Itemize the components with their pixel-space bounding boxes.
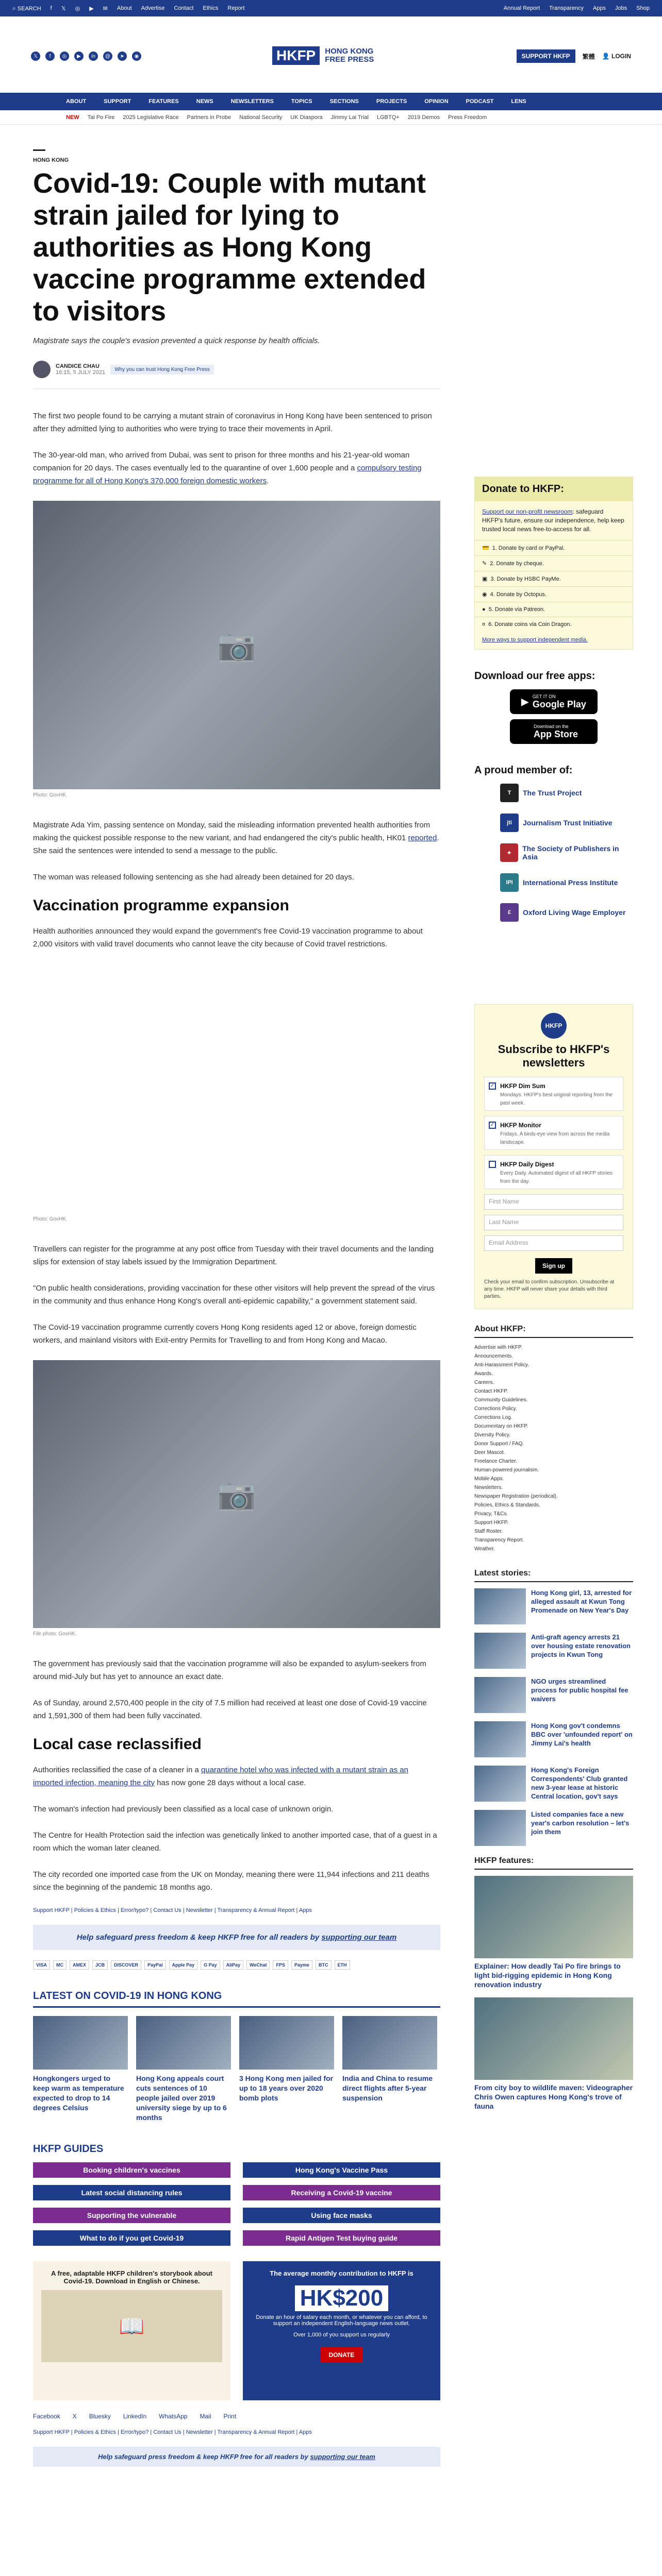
story-title: Hong Kong gov't condemns BBC over 'unfounded report' on Jimmy Lai's health [531,1722,633,1747]
search-link[interactable]: ⌕ SEARCH [12,4,41,12]
nav-item[interactable]: SECTIONS [329,98,359,105]
guide-button[interactable]: Latest social distancing rules [33,2185,230,2200]
payment-logo: Apple Pay [169,1960,198,1970]
share-facebook[interactable]: Facebook [33,2413,60,2420]
photo-caption: Photo: GovHK. [33,792,68,798]
member-heading: A proud member of: [474,765,573,776]
site-header [0,16,662,78]
support-links[interactable]: Support HKFP | Policies & Ethics | Error/typo? | Contact Us | Newsletter | Transparency & Annual Report | Apps [33,2429,312,2435]
newsletter-option[interactable]: HKFP Daily Digest Every Daily. Automated digest of all HKFP stories from the day. [484,1155,623,1189]
instagram-icon[interactable]: ◎ [60,52,69,61]
checkbox-checked-icon[interactable]: ✓ [489,1082,496,1090]
about-link[interactable]: Newspaper Registration (periodical). [474,1494,558,1499]
threads-icon[interactable]: @ [103,52,112,61]
story-title: NGO urges streamlined process for public hospital fee waivers [531,1677,628,1703]
story-thumbnail [474,1633,526,1669]
checkbox-icon[interactable] [489,1161,496,1168]
email-input[interactable]: Email Address [484,1235,623,1251]
latest-covid-list [33,2016,440,2123]
story-thumbnail [33,2016,128,2070]
story-thumbnail [474,1677,526,1713]
about-box [474,1325,633,1553]
feature-title: Explainer: How deadly Tai Po fire brings to light bid-rigging epidemic in Hong Kong renovation industry [474,1962,621,1989]
trending-link[interactable]: 2019 Demos [407,114,440,121]
story-item[interactable] [474,1810,633,1846]
main-nav [0,93,662,110]
story-item[interactable] [474,1677,633,1713]
feature-title: From city boy to wildlife maven: Videographer Chris Owen captures Hong Kong's trove of fauna [474,2083,633,2110]
guide-button[interactable]: Hong Kong's Vaccine Pass [243,2162,440,2178]
guide-button[interactable]: Booking children's vaccines [33,2162,230,2178]
more-ways-link[interactable]: More ways to support independent media. [482,637,588,643]
payment-methods [33,1960,440,1970]
checkbox-checked-icon[interactable]: ✓ [489,1122,496,1129]
inline-link[interactable]: reported [408,834,437,842]
member-logo[interactable]: T The Trust Project [500,784,633,802]
share-linkedin[interactable]: LinkedIn [123,2413,147,2420]
about-link[interactable]: Careers. [474,1380,494,1385]
donation-promo [243,2261,440,2400]
member-logo[interactable]: ✦ The Society of Publishers in Asia [500,843,633,862]
guide-button[interactable]: Receiving a Covid-19 vaccine [243,2185,440,2200]
donate-option[interactable]: ● 5. Donate via Patreon. [475,602,633,617]
about-link[interactable]: About [117,5,132,11]
donate-option[interactable]: ¤ 6. Donate coins via Coin Dragon. [475,617,633,632]
story-item[interactable] [474,1721,633,1757]
about-link[interactable]: Corrections Log. [474,1415,512,1420]
author-name[interactable]: CANDICE CHAU [56,363,100,369]
about-link[interactable]: Corrections Policy. [474,1406,517,1412]
newsletter-option[interactable]: ✓ HKFP Monitor Fridays. A birds-eye view from across the media landscape. [484,1116,623,1150]
support-team-link[interactable]: supporting our team [321,1933,397,1942]
guide-button[interactable]: Supporting the vulnerable [33,2208,230,2223]
annual-report-link[interactable]: Annual Report [503,5,540,11]
donate-option[interactable]: ✎ 2. Donate by cheque. [475,555,633,571]
trending-link[interactable]: Press Freedom [448,114,487,121]
nav-item[interactable]: FEATURES [148,98,179,105]
octopus-icon: ◉ [482,591,487,598]
inline-link[interactable]: quarantine hotel who was infected with a mutant strain as an imported infection, meaning the city [33,1766,408,1787]
feature-image [474,1997,633,2080]
trending-link[interactable]: National Security [239,114,283,121]
paragraph: The city recorded one imported case from the UK on Monday, meaning there were 11,944 infections and 211 deaths since the beginning of the pandemic 18 months ago. [33,1870,429,1892]
promo-heading: The average monthly contribution to HKFP is [270,2269,413,2277]
logo-mark: HKFP [272,46,320,65]
feature-image [474,1876,633,1958]
nav-item[interactable]: SUPPORT [104,98,131,105]
logo-wordmark: HONG KONG FREE PRESS [325,47,374,64]
latest-stories-heading: Latest stories: [474,1569,633,1582]
payment-logo: PayPal [144,1960,166,1970]
jobs-link[interactable]: Jobs [615,5,627,11]
about-link[interactable]: Advertise with HKFP. [474,1345,523,1350]
about-link[interactable]: Documentary on HKFP. [474,1423,528,1429]
story-title: Anti-graft agency arrests 21 over housing estate renovation projects in Kwun Tong [531,1633,631,1658]
guide-button[interactable]: Using face masks [243,2208,440,2223]
signup-button[interactable]: Sign up [535,1258,572,1274]
x-icon[interactable]: 𝕏 [31,52,40,61]
apps-heading: Download our free apps: [474,670,595,682]
about-link[interactable]: Policies, Ethics & Standards. [474,1502,540,1508]
story-thumbnail [239,2016,334,2070]
photo-caption: Photo: GovHK. [33,1216,68,1222]
payment-logo: BTC [316,1960,332,1970]
newsletter-box [474,1004,633,1309]
about-link[interactable]: Anti-Harassment Policy. [474,1362,529,1368]
trending-link[interactable]: 2025 Legislative Race [123,114,179,121]
about-link[interactable]: Donor Support / FAQ. [474,1441,524,1447]
paragraph: The Covid-19 vaccination programme currently covers Hong Kong residents aged 12 or above, foreign domestic workers, and mainland visitors with Exit-entry Permits for Travelling to and from Hong Kong and Macao. [33,1323,417,1345]
nav-item[interactable]: PODCAST [466,98,494,105]
about-link[interactable]: Freelance Charter. [474,1459,517,1464]
about-heading: About HKFP: [474,1325,633,1338]
payment-logo: AMEX [70,1960,89,1970]
language-toggle[interactable]: 繁體 [582,53,595,60]
share-bluesky[interactable]: Bluesky [89,2413,111,2420]
share-x[interactable]: X [72,2413,77,2420]
about-link[interactable]: Privacy, T&Cs. [474,1511,508,1517]
story-thumbnail [474,1721,526,1757]
payment-logo: MC [53,1960,67,1970]
story-item[interactable] [474,1633,633,1669]
donate-option[interactable]: 💳 1. Donate by card or PayPal. [475,540,633,555]
x-icon[interactable]: 𝕏 [61,5,66,12]
donate-link[interactable]: Support our non-profit newsroom [482,508,573,515]
about-link[interactable]: Contact HKFP. [474,1388,508,1394]
member-logo[interactable]: jti Journalism Trust Initiative [500,814,633,832]
site-logo[interactable] [272,46,374,65]
publish-date: 16:15, 5 JULY 2021 [56,369,106,376]
login-link[interactable]: 👤 LOGIN [602,53,631,60]
promo-amount: HK$200 [295,2285,388,2311]
support-hkfp-button[interactable]: SUPPORT HKFP [517,49,575,63]
cheque-icon: ✎ [482,561,487,567]
play-icon: ▶ [521,696,528,707]
payment-logo: Payme [291,1960,312,1970]
about-link[interactable]: Staff Roster. [474,1529,503,1534]
about-link[interactable]: Announcements. [474,1353,514,1359]
story-thumbnail [474,1588,526,1624]
payment-logo: G Pay [201,1960,220,1970]
nav-item[interactable]: LENS [511,98,526,105]
contact-link[interactable]: Contact [174,5,194,11]
youtube-icon[interactable]: ▶ [89,5,94,12]
about-link[interactable]: Community Guidelines. [474,1397,528,1403]
nav-item[interactable]: PROJECTS [376,98,407,105]
payment-logo: DISCOVER [111,1960,141,1970]
payment-logo: WeChat [246,1960,270,1970]
newsletter-heading: Subscribe to HKFP's newsletters [498,1043,610,1069]
nav-item[interactable]: TOPICS [291,98,312,105]
trending-bar [0,110,662,125]
donate-heading: Donate to HKFP: [475,477,633,501]
guide-button[interactable]: What to do if you get Covid-19 [33,2230,230,2246]
card-icon: 💳 [482,545,489,551]
paragraph: "On public health considerations, providing vaccination for these other visitors will help prevent the spread of the virus in the community and thus enhance Hong Kong's overall anti-epidemic capability," a government statement said. [33,1284,435,1306]
paragraph: The woman's infection had previously been classified as a local case of unknown origin. [33,1805,334,1814]
article-photo [33,1360,440,1628]
guides-heading: HKFP GUIDES [33,2143,104,2155]
member-logo[interactable]: £ Oxford Living Wage Employer [500,903,633,922]
share-whatsapp[interactable]: WhatsApp [159,2413,188,2420]
about-link[interactable]: Support HKFP. [474,1520,508,1526]
newsletter-logo: HKFP [541,1013,567,1039]
footer-help-banner: Help safeguard press freedom & keep HKFP free for all readers by supporting our team [33,2447,440,2467]
story-card[interactable] [136,2016,231,2123]
byline [33,361,440,378]
features-heading: HKFP features: [474,1856,633,1870]
ethics-link[interactable]: Ethics [203,5,219,11]
about-link[interactable]: Diversity Policy. [474,1432,510,1438]
story-card[interactable] [239,2016,334,2123]
photo-icon: 📷 [217,1477,256,1512]
promo-text: Donate an hour of salary each month, or whatever you can afford, to support an independent English-language news outlet. [256,2314,427,2327]
google-play-button[interactable]: ▶ GET IT ON Google Play [510,689,598,714]
user-icon: 👤 [602,53,610,60]
share-print[interactable]: Print [223,2413,237,2420]
guide-button[interactable]: Rapid Antigen Test buying guide [243,2230,440,2246]
payme-icon: ▣ [482,576,488,582]
ad-space [33,964,440,1222]
shop-link[interactable]: Shop [636,5,650,11]
about-link[interactable]: Newsletters. [474,1485,503,1490]
member-logo[interactable]: IPI International Press Institute [500,873,633,892]
telegram-icon[interactable]: ➤ [118,52,127,61]
jti-icon: jti [500,814,519,832]
story-item[interactable] [474,1766,633,1802]
about-link[interactable]: Transparency Report. [474,1537,524,1543]
new-badge: NEW [66,114,79,121]
photo-caption: File photo: GovHK. [33,1631,77,1637]
support-links[interactable]: Support HKFP | Policies & Ethics | Error/typo? | Contact Us | Newsletter | Transparency & Annual Report | Apps [33,1907,312,1913]
feature-item[interactable] [474,1876,633,1989]
photo-icon: 📷 [217,628,256,663]
paragraph: Health authorities announced they would expand the government's free Covid-19 vaccination programme to about 2,000 visitors with valid travel documents who cannot leave the city because of Covid travel restrictions. [33,927,423,948]
last-name-input[interactable]: Last Name [484,1215,623,1230]
story-title: Listed companies face a new year's carbon resolution – let's join them [531,1810,630,1836]
section-heading: Vaccination programme expansion [33,897,289,914]
article-standfirst: Magistrate says the couple's evasion prevented a quick response by health officials. [33,336,320,345]
donate-option[interactable]: ◉ 4. Donate by Octopus. [475,586,633,602]
trust-project-icon: T [500,784,519,802]
nav-item[interactable]: NEWSLETTERS [230,98,274,105]
coin-icon: ¤ [482,621,486,628]
sopa-icon: ✦ [500,843,518,862]
patreon-icon: ● [482,606,486,613]
about-link[interactable]: Mobile Apps. [474,1476,504,1482]
story-thumbnail [136,2016,231,2070]
share-mail[interactable]: Mail [200,2413,211,2420]
latest-covid-heading: LATEST ON COVID-19 IN HONG KONG [33,1990,440,2008]
story-title: Hongkongers urged to keep warm as temperature expected to drop to 14 degrees Celsius [33,2074,124,2112]
divider [33,388,440,389]
article-photo [33,501,440,789]
paragraph: The government has previously said that the vaccination programme will also be expanded to asylum-seekers from around mid-July but has yet to announce an exact date. [33,1659,426,1681]
article-title: Covid-19: Couple with mutant strain jailed for lying to authorities as Hong Kong vaccine programme extended to visitors [33,168,426,327]
trending-link[interactable]: Tai Po Fire [87,114,115,121]
section-heading: Local case reclassified [33,1736,202,1753]
help-banner: Help safeguard press freedom & keep HKFP free for all readers by supporting our team [33,1925,440,1950]
trending-link[interactable]: Jimmy Lai Trial [330,114,369,121]
ipi-icon: IPI [500,873,519,892]
report-link[interactable]: Report [227,5,245,11]
top-utility-bar [0,0,662,16]
category-rule [33,149,45,151]
payment-logo: VISA [33,1960,50,1970]
paragraph: As of Sunday, around 2,570,400 people in the city of 7.5 million had received at least one dose of Covid-19 vaccine and 1,591,300 of them had been fully vaccinated. [33,1699,427,1720]
trending-link[interactable]: Partners in Probe [187,114,231,121]
nav-item[interactable]: ABOUT [66,98,87,105]
support-team-link[interactable]: supporting our team [310,2453,375,2461]
paragraph: The Centre for Health Protection said the infection was genetically linked to another imported case, that of a guest in a room which the woman later cleaned. [33,1831,437,1853]
rss-icon[interactable]: ◉ [132,52,141,61]
promo-row [33,2261,440,2400]
trending-link[interactable]: UK Diaspora [290,114,323,121]
story-title: Hong Kong appeals court cuts sentences of 10 people jailed over 2019 university siege by up to 6 months [136,2074,227,2122]
youtube-icon[interactable]: ▶ [74,52,84,61]
author-avatar [33,361,51,378]
article [33,149,440,2467]
story-card[interactable] [342,2016,437,2123]
story-thumbnail [474,1810,526,1846]
payment-logo: AliPay [223,1960,244,1970]
storybook-promo[interactable] [33,2261,230,2400]
newsletter-fineprint: Check your email to confirm subscription. Unsubscribe at any time. HKFP will never share your details with third parties. [484,1279,615,1299]
advertise-link[interactable]: Advertise [141,5,165,11]
guides-grid [33,2162,440,2246]
about-link[interactable]: Weather. [474,1546,495,1552]
donate-text: Support our non-profit newsroom: safeguard HKFP's future, ensure our independence, help keep trusted local news free-to-access for all. [482,508,624,533]
linkedin-icon[interactable]: in [89,52,98,61]
why-trust-link[interactable]: Why you can trust Hong Kong Free Press [110,365,214,375]
social-links [31,52,141,61]
feature-item[interactable] [474,1997,633,2111]
storybook-illustration: 📖 [41,2290,222,2362]
story-title: Hong Kong girl, 13, arrested for alleged assault at Kwun Tong Promenade on New Year's Day [531,1589,632,1614]
paragraph: Travellers can register for the programme at any post office from Tuesday with their travel documents and the landing slips for extension of stay labels issued by the Immigration Department. [33,1245,434,1266]
paragraph: The woman was released following sentencing as she had already been detained for 20 days. [33,873,354,882]
app-store-button[interactable]: Download on the App Store [510,719,598,744]
paragraph: Magistrate Ada Yim, passing sentence on Monday, said the misleading information prevented health authorities from making the quickest possible response to the new variant, and had endangered the city's public health, HK01 reported. She said the sentences were intended to send a message to the public. [33,821,439,855]
about-link[interactable]: Awards. [474,1371,493,1377]
about-link[interactable]: Deer Mascot. [474,1450,505,1455]
instagram-icon[interactable]: ◎ [75,5,80,12]
trending-link[interactable]: LGBTQ+ [376,114,400,121]
share-bar [33,2413,440,2420]
story-card[interactable] [33,2016,128,2123]
payment-logo: FPS [273,1960,288,1970]
story-title: 3 Hong Kong men jailed for up to 18 years over 2020 bomb plots [239,2074,334,2102]
storybook-title: A free, adaptable HKFP children's storybook about Covid-19. Download in English or Chinese. [51,2269,212,2285]
payment-logo: JCB [92,1960,108,1970]
nav-item[interactable]: OPINION [424,98,449,105]
first-name-input[interactable]: First Name [484,1194,623,1210]
payment-logo: ETH [335,1960,350,1970]
about-link[interactable]: Human-powered journalism. [474,1467,539,1473]
promo-note: Over 1,000 of you support us regularly [293,2332,390,2338]
search-icon: ⌕ [12,4,16,12]
sidebar [474,477,633,2119]
article-category[interactable]: HONG KONG [33,157,69,163]
paragraph: The 30-year-old man, who arrived from Dubai, was sent to prison for three months and his 21-year-old woman companion for 20 days. The cases eventually led to the quarantine of over 1,600 people and a compulsory testing programme for all of Hong Kong's 370,000 foreign domestic workers. [33,451,422,485]
story-item[interactable] [474,1588,633,1624]
facebook-icon[interactable]: f [50,5,52,11]
paragraph: The first two people found to be carrying a mutant strain of coronavirus in Hong Kong have been sentenced to prison after they admitted lying to authorities who were trying to trace their movements in April. [33,412,432,433]
facebook-icon[interactable]: f [45,52,55,61]
features-box [474,1856,633,2111]
latest-stories [474,1569,633,1846]
donate-option[interactable]: ▣ 3. Donate by HSBC PayMe. [475,571,633,586]
nav-item[interactable]: NEWS [196,98,213,105]
transparency-link[interactable]: Transparency [549,5,584,11]
story-title: Hong Kong's Foreign Correspondents' Club granted new 3-year lease at historic Central location, gov't says [531,1766,628,1800]
story-thumbnail [342,2016,437,2070]
living-wage-icon: £ [500,903,519,922]
story-title: India and China to resume direct flights after 5-year suspension [342,2074,433,2102]
inline-link[interactable]: compulsory testing programme for all of Hong Kong's 370,000 foreign domestic workers [33,464,422,485]
donate-box [474,477,633,650]
newsletter-option[interactable]: ✓ HKFP Dim Sum Mondays. HKFP's best original reporting from the past week. [484,1077,623,1111]
story-thumbnail [474,1766,526,1802]
apps-link[interactable]: Apps [592,5,606,11]
email-icon[interactable]: ✉ [103,5,108,12]
paragraph: Authorities reclassified the case of a cleaner in a quarantine hotel who was infected with a mutant strain as an imported infection, meaning the city has now gone 28 days without a local case. [33,1766,408,1787]
donate-button[interactable]: DONATE [321,2347,363,2363]
